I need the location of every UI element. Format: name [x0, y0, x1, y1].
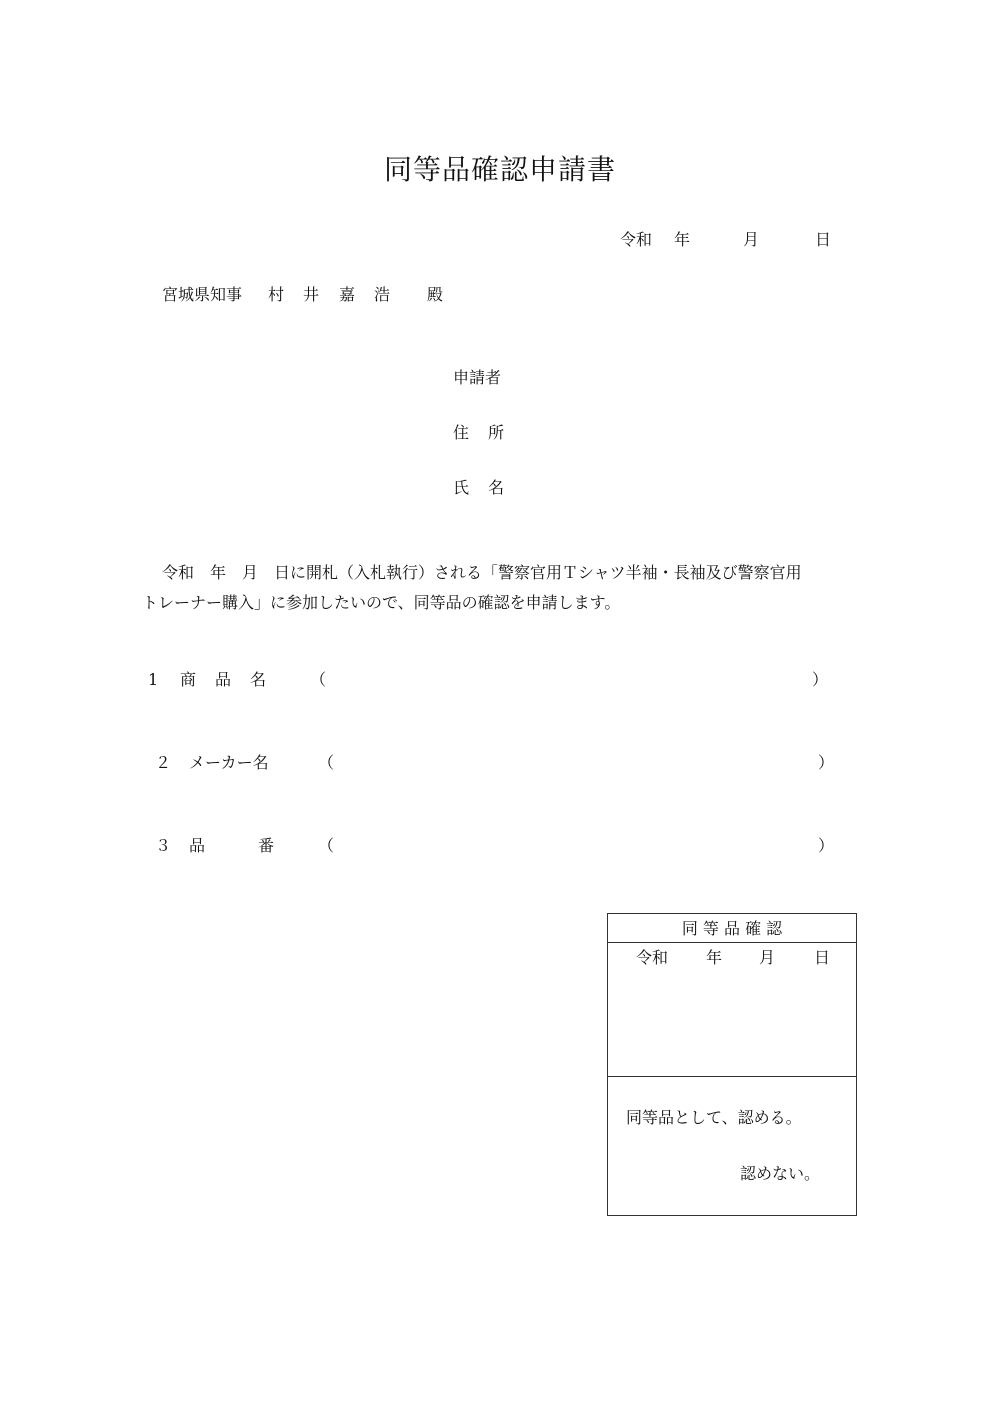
date-day: 日 — [815, 230, 832, 249]
confirmation-box — [607, 913, 857, 1216]
item-number: 1 — [148, 670, 159, 689]
date-month: 月 — [743, 230, 760, 249]
addressee-name-char: 嘉 — [339, 285, 356, 304]
approve-text: 同等品として、認める。 — [626, 1108, 802, 1127]
item-label-char: 番 — [258, 836, 275, 855]
confirmation-date-month: 月 — [759, 948, 776, 967]
item-label: メーカー名 — [189, 753, 269, 772]
confirmation-header-text: 同 等 品 確 認 — [681, 919, 783, 938]
confirmation-date-day: 日 — [814, 948, 831, 967]
confirmation-date-year: 年 — [706, 948, 723, 967]
confirmation-box-header — [608, 914, 856, 943]
item-label-char: 品 — [215, 670, 232, 689]
item-close-paren: ） — [818, 753, 835, 772]
applicant-heading: 申請者 — [453, 368, 502, 387]
addressee-honorific: 殿 — [427, 285, 444, 304]
item-open-paren: （ — [318, 753, 335, 772]
addressee-name-char: 村 — [268, 285, 285, 304]
address-label-char: 所 — [488, 423, 505, 442]
document-title: 同等品確認申請書 — [383, 153, 616, 186]
item-number: ３ — [155, 836, 172, 855]
item-label-char: 名 — [250, 670, 267, 689]
date-year: 年 — [674, 230, 691, 249]
item-close-paren: ） — [818, 836, 835, 855]
date-era: 令和 — [620, 230, 653, 249]
addressee-recipient: 宮城県知事 — [162, 285, 243, 304]
body-line: トレーナー購入」に参加したいので、同等品の確認を申請します。 — [142, 593, 621, 612]
reject-text: 認めない。 — [740, 1164, 821, 1183]
item-open-paren: （ — [310, 670, 327, 689]
item-label-char: 商 — [180, 670, 197, 689]
body-paragraph — [142, 558, 862, 618]
addressee-name-char: 浩 — [374, 285, 391, 304]
item-label-char: 品 — [189, 836, 206, 855]
addressee-name-char: 井 — [303, 285, 320, 304]
item-close-paren: ） — [812, 670, 829, 689]
name-label-char: 氏 — [453, 478, 470, 497]
item-number: ２ — [155, 753, 172, 772]
item-open-paren: （ — [318, 836, 335, 855]
name-label-char: 名 — [488, 478, 505, 497]
confirmation-date-era: 令和 — [636, 948, 669, 967]
confirmation-divider — [608, 1076, 856, 1077]
address-label-char: 住 — [453, 423, 470, 442]
body-line: 令和 年 月 日に開札（入札執行）される「警察官用Ｔシャツ半袖・長袖及び警察官用 — [162, 563, 802, 582]
